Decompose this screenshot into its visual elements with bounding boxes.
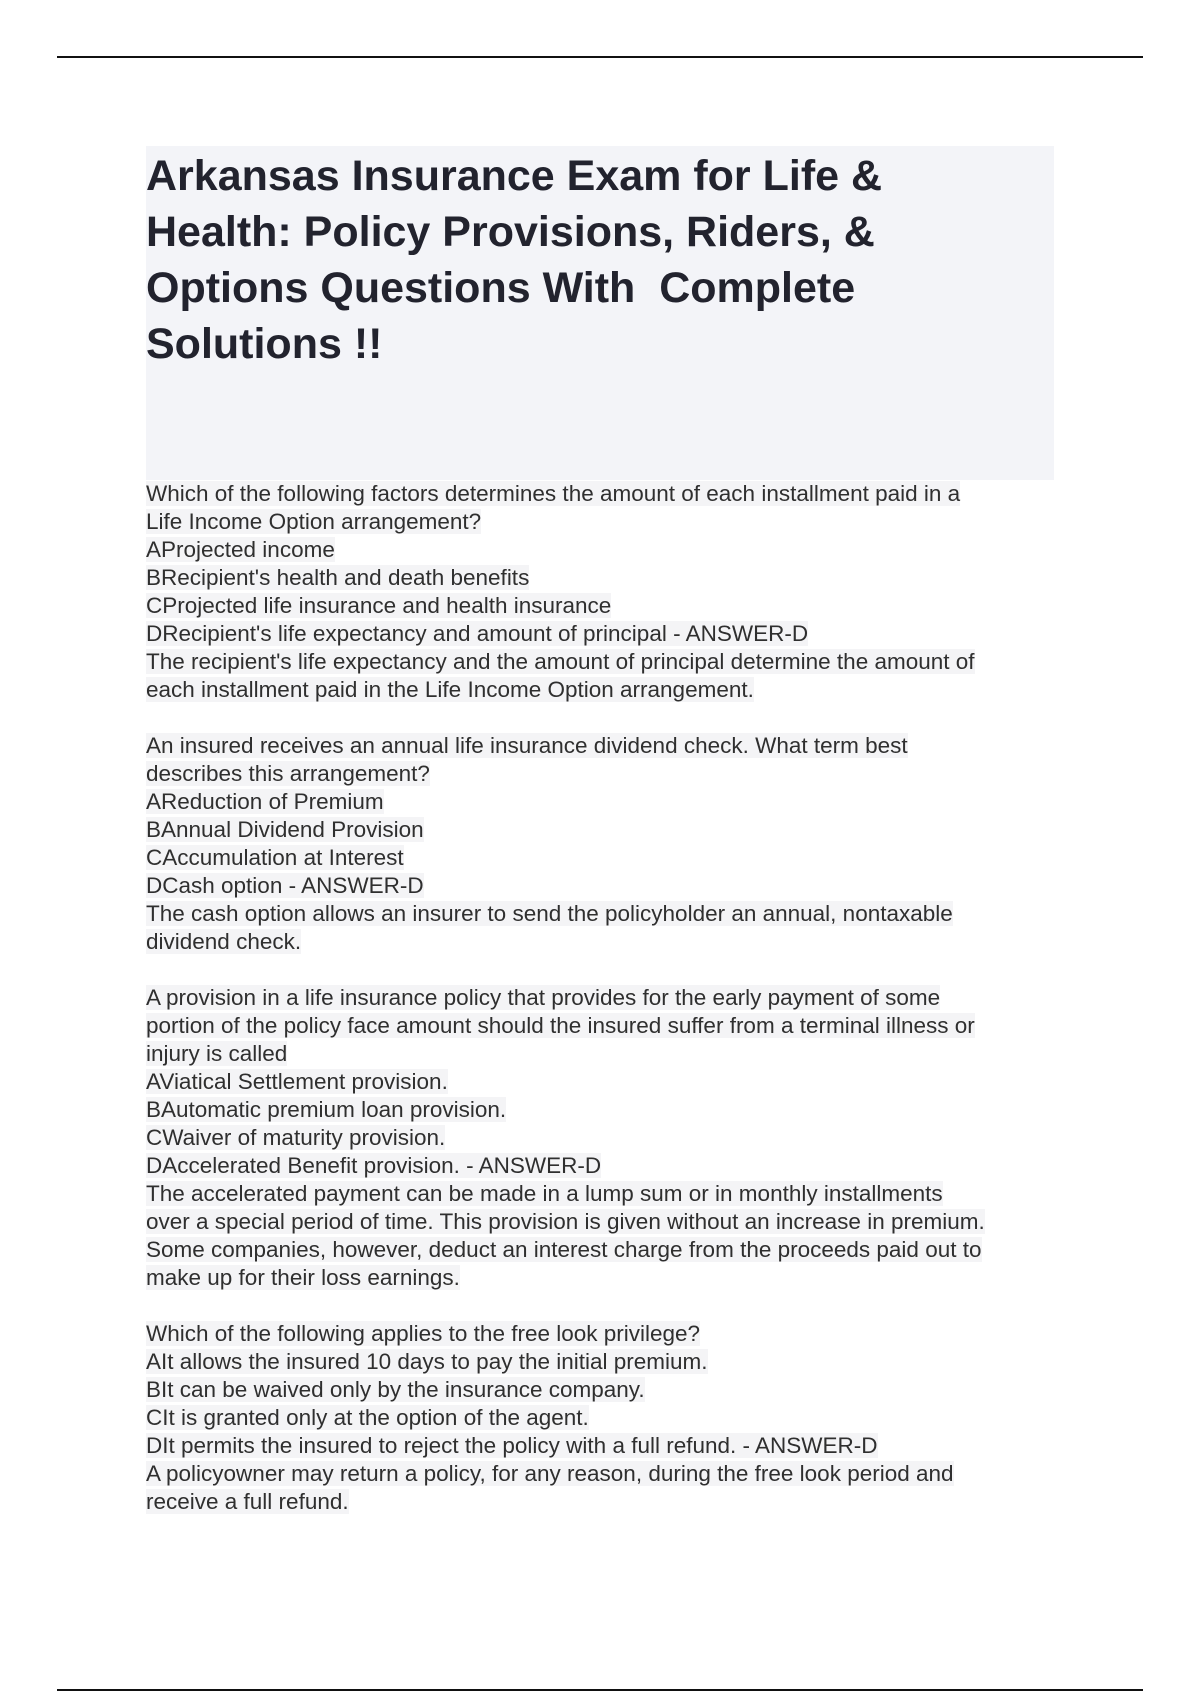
title-line: Options Questions With Complete [146,264,856,312]
question-item [146,732,1076,956]
answer-option-d: DIt permits the insured to reject the policy with a full refund. - ANSWER-D [146,1433,878,1458]
explanation-line: The recipient's life expectancy and the amount of principal determine the amount of [146,649,975,674]
question-text [146,984,1076,1068]
question-line: portion of the policy face amount should the insured suffer from a terminal illness or [146,1013,975,1038]
footer-rule [57,1689,1143,1691]
explanation-line: over a special period of time. This provision is given without an increase in premium. [146,1209,985,1234]
answer-options [146,1348,1076,1460]
question-line: Life Income Option arrangement? [146,509,482,534]
question-text [146,480,1076,536]
question-line: injury is called [146,1041,288,1066]
answer-option-a: AProjected income [146,537,335,562]
question-text [146,1320,1076,1348]
question-line: describes this arrangement? [146,761,430,786]
explanation-line: make up for their loss earnings. [146,1265,460,1290]
question-line: Which of the following factors determines the amount of each installment paid in a [146,481,961,506]
explanation-line: A policyowner may return a policy, for any reason, during the free look period and [146,1461,954,1486]
explanation-text [146,1180,1076,1292]
title-block [146,146,1054,480]
answer-option-b: BAnnual Dividend Provision [146,817,424,842]
explanation-line: The cash option allows an insurer to send the policyholder an annual, nontaxable [146,901,953,926]
answer-options [146,536,1076,648]
answer-option-a: AReduction of Premium [146,789,384,814]
answer-option-a: AIt allows the insured 10 days to pay the initial premium. [146,1349,708,1374]
question-line: A provision in a life insurance policy that provides for the early payment of some [146,985,941,1010]
answer-option-b: BIt can be waived only by the insurance company. [146,1377,645,1402]
question-item [146,1320,1076,1516]
question-line: An insured receives an annual life insurance dividend check. What term best [146,733,908,758]
question-line: Which of the following applies to the free look privilege? [146,1321,701,1346]
question-item [146,480,1076,704]
answer-option-d: DCash option - ANSWER-D [146,873,424,898]
title-line: Arkansas Insurance Exam for Life & [146,152,883,200]
question-text [146,732,1076,788]
answer-options [146,788,1076,900]
header-rule [57,56,1143,58]
explanation-text [146,648,1076,704]
answer-options [146,1068,1076,1180]
explanation-text [146,900,1076,956]
explanation-line: Some companies, however, deduct an interest charge from the proceeds paid out to [146,1237,982,1262]
answer-option-d: DAccelerated Benefit provision. - ANSWER-D [146,1153,602,1178]
document-title [146,146,1006,372]
answer-option-a: AViatical Settlement provision. [146,1069,448,1094]
answer-option-b: BRecipient's health and death benefits [146,565,530,590]
answer-option-c: CAccumulation at Interest [146,845,404,870]
answer-option-b: BAutomatic premium loan provision. [146,1097,507,1122]
explanation-line: dividend check. [146,929,302,954]
title-line: Health: Policy Provisions, Riders, & [146,208,875,256]
answer-option-c: CProjected life insurance and health insurance [146,593,612,618]
title-line: Solutions !! [146,320,383,368]
explanation-line: receive a full refund. [146,1489,349,1514]
explanation-line: each installment paid in the Life Income Option arrangement. [146,677,754,702]
explanation-line: The accelerated payment can be made in a lump sum or in monthly installments [146,1181,943,1206]
explanation-text [146,1460,1076,1516]
question-list [146,480,1076,1544]
answer-option-c: CIt is granted only at the option of the agent. [146,1405,589,1430]
answer-option-d: DRecipient's life expectancy and amount of principal - ANSWER-D [146,621,809,646]
question-item [146,984,1076,1292]
answer-option-c: CWaiver of maturity provision. [146,1125,446,1150]
